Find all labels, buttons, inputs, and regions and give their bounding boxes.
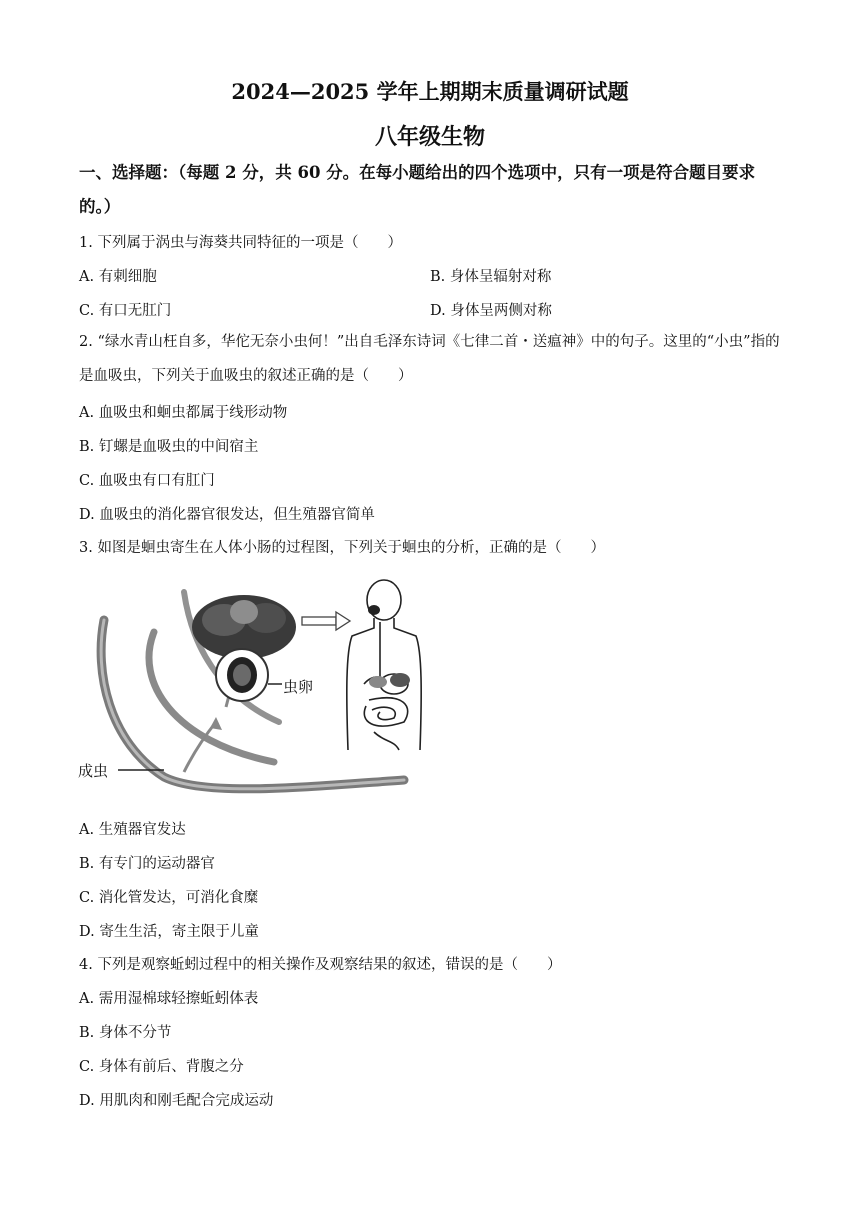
adult-label: 成虫 <box>78 762 109 780</box>
q1-option-b: B. 身体呈辐射对称 <box>430 269 552 285</box>
question-4-stem: 4. 下列是观察蚯蚓过程中的相关操作及观察结果的叙述，错误的是（ ） <box>79 957 562 973</box>
q2-option-b: B. 钉螺是血吸虫的中间宿主 <box>79 439 259 455</box>
q2-option-a: A. 血吸虫和蛔虫都属于线形动物 <box>79 405 288 421</box>
exam-title: 2024—2025 学年上期期末质量调研试题 <box>231 79 629 104</box>
q2-option-c: C. 血吸虫有口有肛门 <box>79 473 215 489</box>
arrow-right-icon <box>302 612 350 630</box>
q3-option-d: D. 寄生生活，寄主限于儿童 <box>79 924 259 940</box>
q4-option-c: C. 身体有前后、背腹之分 <box>79 1059 244 1075</box>
human-digestive-system-icon <box>347 580 421 750</box>
question-3-stem: 3. 如图是蛔虫寄生在人体小肠的过程图，下列关于蛔虫的分析，正确的是（ ） <box>79 540 605 556</box>
question-2-stem: 2. “绿水青山枉自多，华佗无奈小虫何！”出自毛泽东诗词《七律二首・送瘟神》中的句子。这里的“小虫”指的是血吸虫，下列关于血吸虫的叙述正确的是（ ） <box>79 334 780 384</box>
q4-option-b: B. 身体不分节 <box>79 1025 172 1041</box>
roundworm-lifecycle-figure <box>74 572 454 808</box>
q3-option-b: B. 有专门的运动器官 <box>79 856 215 872</box>
q3-option-c: C. 消化管发达，可消化食糜 <box>79 890 259 906</box>
q3-option-a: A. 生殖器官发达 <box>79 822 186 838</box>
egg-label: 虫卵 <box>283 678 314 696</box>
q1-option-c: C. 有口无肛门 <box>79 303 172 319</box>
section-heading: 一、选择题：（每题 2 分，共 60 分。在每小题给出的四个选项中，只有一项是符合题目要求的。） <box>79 163 756 216</box>
egg-magnified-icon <box>216 649 268 701</box>
q4-option-a: A. 需用湿棉球轻擦蚯蚓体表 <box>79 991 259 1007</box>
q1-option-a: A. 有刺细胞 <box>79 269 157 285</box>
question-1-stem: 1. 下列属于涡虫与海葵共同特征的一项是（ ） <box>79 235 402 251</box>
q1-option-d: D. 身体呈两侧对称 <box>430 303 552 319</box>
exam-subject: 八年级生物 <box>374 124 485 150</box>
q4-option-d: D. 用肌肉和刚毛配合完成运动 <box>79 1093 274 1109</box>
q2-option-d: D. 血吸虫的消化器官很发达，但生殖器官简单 <box>79 507 375 523</box>
